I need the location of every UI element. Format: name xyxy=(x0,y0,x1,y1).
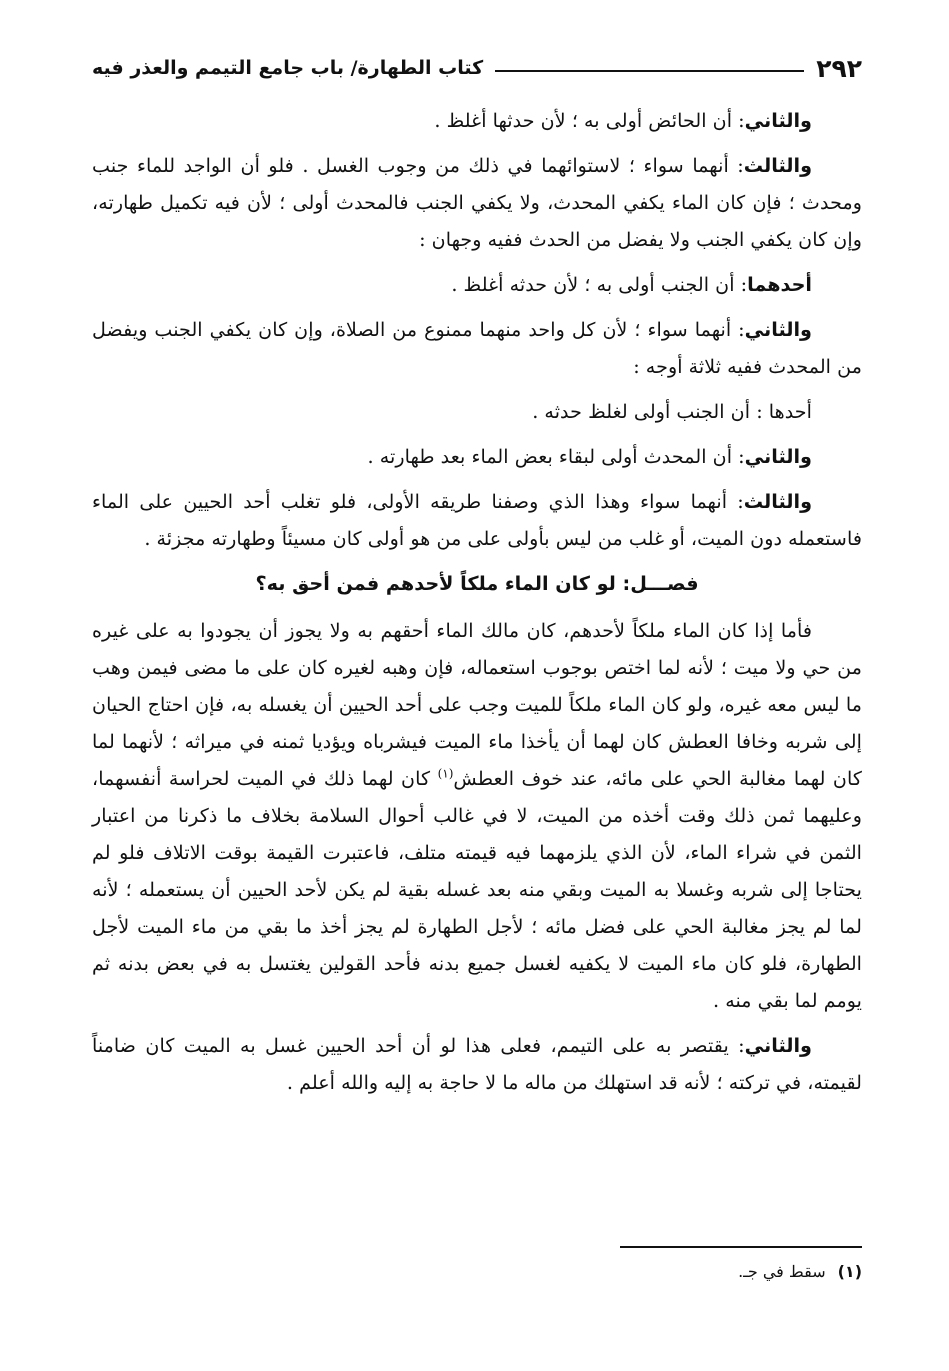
paragraph-text: : أنهما سواء وهذا الذي وصفنا طريقه الأولى، فلو تغلب أحد الحيين على الماء فاستعمله دون الميت، أو غلب من ليس بأولى على من هو أولى كان مسيئاً وطهارته مجزئة . xyxy=(92,490,862,550)
header-rule xyxy=(495,70,804,72)
footnote-reference: (١) xyxy=(437,766,454,781)
paragraph-text: : أنهما سواء ؛ لاستوائهما في ذلك من وجوب الغسل . فلو أن الواجد للماء جنب ومحدث ؛ فإن كان الماء يكفي المحدث، ولا يكفي الجنب فالمحدث أولى ؛ لأن فيه تكميل طهارته، وإن كان يكفي الجنب ولا يفضل من الحدث ففيه وجهان : xyxy=(92,154,862,251)
paragraph-lead: والثاني xyxy=(744,445,812,468)
main-text xyxy=(92,102,862,1109)
paragraph-lead: والثالث xyxy=(743,490,812,513)
paragraph xyxy=(92,147,862,258)
paragraph xyxy=(92,1027,862,1101)
paragraph xyxy=(92,612,862,1019)
page-header xyxy=(92,48,862,88)
section-label: فصـــل xyxy=(630,572,699,595)
paragraph-lead: والثالث xyxy=(743,154,812,177)
page-number: ٢٩٢ xyxy=(816,53,862,83)
paragraph-text: أحدها : أن الجنب أولى لغلظ حدثه . xyxy=(532,400,812,423)
footnote-number: (١) xyxy=(837,1262,862,1281)
paragraph-lead: والثاني xyxy=(744,109,812,132)
paragraph xyxy=(92,311,862,385)
running-title: كتاب الطهارة/ باب جامع التيمم والعذر فيه xyxy=(92,57,484,79)
paragraph xyxy=(92,102,862,139)
paragraph xyxy=(92,393,862,430)
paragraph xyxy=(92,438,862,475)
section-heading xyxy=(92,565,862,602)
footnote-text: سقط في جـ. xyxy=(738,1262,826,1281)
paragraph-text: : يقتصر به على التيمم، فعلى هذا لو أن أحد الحيين غسل به الميت كان ضامناً لقيمته، في تركته ؛ لأنه قد استهلك من ماله ما لا حاجة به إليه والله أعلم . xyxy=(92,1034,862,1094)
paragraph-text-continued: كان لهما ذلك في الميت لحراسة أنفسهما، وعليهما ثمن ذلك وقت أخذه من الميت، لا في غالب أحوال السلامة بخلاف ما ذكرنا من اعتبار الثمن في شراء الماء، لأن الذي يلزمهما فيه قيمته متلف، فاعتبرت القيمة بوقت الاتلاف فلو لم يحتاجا إلى شربه وغسلا به الميت وبقي منه بعد غسله بقية لم يكن لأحد الحيين أن يستعمله ؛ لأنه لما لم يجز مغالبة الحي على فضل مائه ؛ لأجل الطهارة لم يجز أخذ ما بقي من ماء الميت لأجل الطهارة، فلو كان ماء الميت لا يكفيه لغسل جميع بدنه فأحد القولين يغتسل به في بعض بدنه ثم يومم لما بقي منه . xyxy=(92,767,862,1012)
paragraph-text: : أن الجنب أولى به ؛ لأن حدثه أغلظ . xyxy=(451,273,748,296)
paragraph-lead: والثاني xyxy=(744,1034,812,1057)
paragraph-text: : أنهما سواء ؛ لأن كل واحد منهما ممنوع من الصلاة، وإن كان يكفي الجنب ويفضل من المحدث ففيه ثلاثة أوجه : xyxy=(92,318,862,378)
section-title: : لو كان الماء ملكاً لأحدهم فمن أحق به؟ xyxy=(255,572,631,595)
paragraph-text: : أن المحدث أولى لبقاء بعض الماء بعد طهارته . xyxy=(367,445,745,468)
paragraph-lead: والثاني xyxy=(744,318,812,341)
footnote xyxy=(92,1258,862,1286)
paragraph xyxy=(92,266,862,303)
paragraph-text: فأما إذا كان الماء ملكاً لأحدهم، كان مالك الماء أحقهم به ولا يجوز أن يجودوا به على غيره من حي ولا ميت ؛ لأنه لما اختص بوجوب استعماله، فإن وهبه لغيره كان على ما مضى فيمن وهب ما ليس معه غيره، ولو كان الماء ملكاً للميت وجب على أحد الحيين أن يغسله به، فإن احتاج الحيان إلى شربه وخافا العطش كان لهما أن يأخذا ماء الميت فيشرباه ويؤديا ثمنه في ميراثه ؛ لأنهما لما كان لهما مغالبة الحي على مائه، عند خوف العطش xyxy=(92,619,862,790)
paragraph xyxy=(92,483,862,557)
paragraph-text: : أن الحائض أولى به ؛ لأن حدثها أغلظ . xyxy=(434,109,745,132)
footnote-divider xyxy=(620,1246,862,1248)
paragraph-lead: أحدهما xyxy=(747,273,812,296)
